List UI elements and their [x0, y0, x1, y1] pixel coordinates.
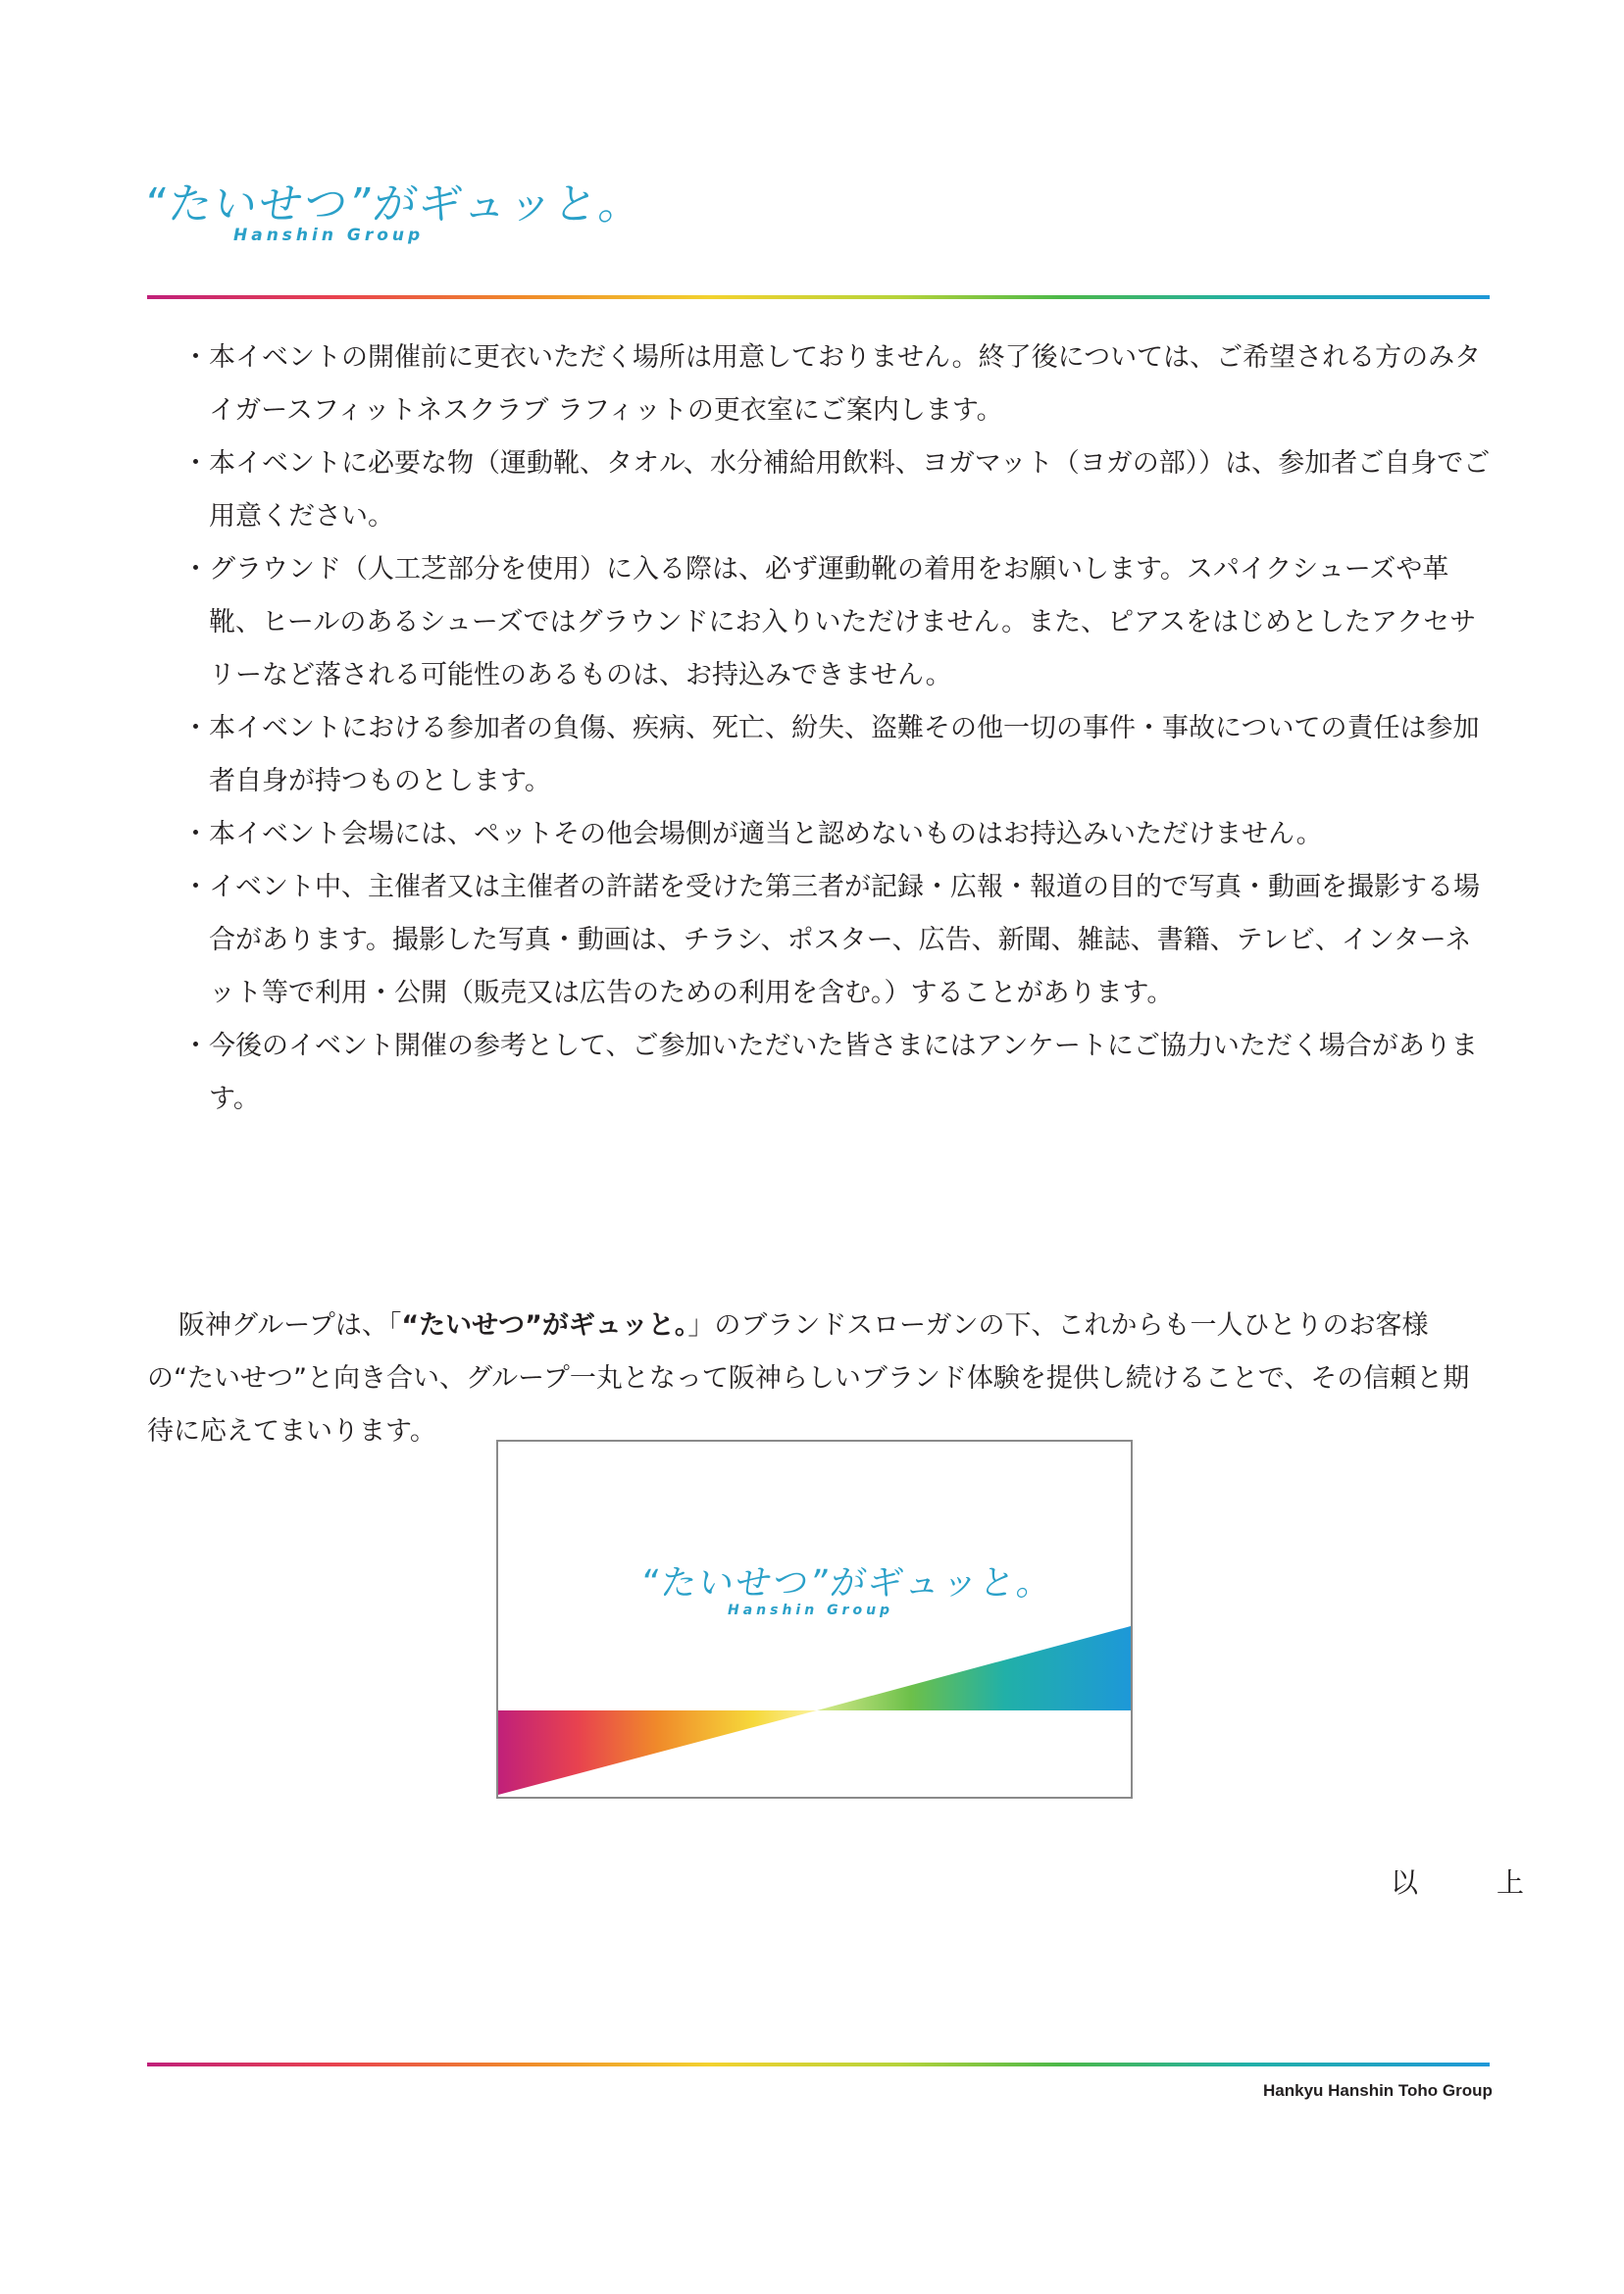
bullet-mark: ・: [182, 342, 209, 373]
card-logo-subtext: Hanshin Group: [728, 1603, 894, 1618]
closing-text-before: 阪神グループは、「: [178, 1310, 402, 1341]
note-item: [182, 1020, 1497, 1126]
hanshin-group-logo: [140, 169, 648, 257]
bullet-mark: ・: [182, 713, 209, 743]
note-item: [182, 437, 1497, 543]
footer-group-name: Hankyu Hanshin Toho Group: [1263, 2081, 1493, 2100]
note-item: [182, 543, 1497, 702]
note-item: [182, 702, 1497, 808]
card-logo-slogan: “たいせつ”がギュッと。: [637, 1563, 1057, 1604]
rainbow-band-graphic: [498, 1442, 1131, 1797]
closing-paragraph: [147, 1300, 1481, 1458]
note-item: [182, 331, 1497, 437]
brand-slogan-card: [496, 1440, 1133, 1799]
rainbow-band-left: [498, 1710, 817, 1795]
bullet-mark: ・: [182, 1031, 209, 1061]
end-mark: 以 上: [1391, 1866, 1550, 1899]
bullet-mark: ・: [182, 872, 209, 902]
logo-slogan: “たいせつ”がギュッと。: [140, 179, 648, 229]
logo-subtext: Hanshin Group: [233, 226, 425, 245]
bullet-mark: ・: [182, 448, 209, 479]
note-text: 今後のイベント開催の参考として、ご参加いただいた皆さまにはアンケートにご協力いただく場合があります。: [209, 1031, 1478, 1114]
header-rainbow-rule: [147, 295, 1490, 299]
note-item: [182, 808, 1497, 861]
note-text: 本イベントの開催前に更衣いただく場所は用意しておりません。終了後については、ご希望される方のみタイガースフィットネスクラブ ラフィットの更衣室にご案内します。: [209, 342, 1482, 426]
closing-slogan: “たいせつ”がギュッと。: [401, 1310, 688, 1341]
note-text: 本イベントに必要な物（運動靴、タオル、水分補給用飲料、ヨガマット（ヨガの部））は、参加者ご自身でご用意ください。: [209, 448, 1491, 532]
note-text: イベント中、主催者又は主催者の許諾を受けた第三者が記録・広報・報道の目的で写真・動画を撮影する場合があります。撮影した写真・動画は、チラシ、ポスター、広告、新聞、雑誌、書籍、テレビ、インターネット等で利用・公開（販売又は広告のための利用を含む。）することがあります。: [209, 872, 1480, 1008]
note-text: 本イベント会場には、ペットその他会場側が適当と認めないものはお持込みいただけません。: [209, 819, 1323, 849]
rainbow-band-right: [817, 1626, 1131, 1710]
note-item: [182, 861, 1497, 1020]
note-text: 本イベントにおける参加者の負傷、疾病、死亡、紛失、盗難その他一切の事件・事故についての責任は参加者自身が持つものとします。: [209, 713, 1480, 796]
footer-rainbow-rule: [147, 2063, 1490, 2066]
bullet-mark: ・: [182, 554, 209, 585]
notes-list: [182, 331, 1497, 1126]
closing-text-after: 」のブランドスローガンの下、これからも一人ひとりのお客様の“たいせつ”と向き合い、グループ一丸となって阪神らしいブランド体験を提供し続けることで、その信頼と期待に応えてまいります。: [147, 1310, 1470, 1447]
note-text: グラウンド（人工芝部分を使用）に入る際は、必ず運動靴の着用をお願いします。スパイクシューズや革靴、ヒールのあるシューズではグラウンドにお入りいただけません。また、ピアスをはじめとしたアクセサリーなど落される可能性のあるものは、お持込みできません。: [209, 554, 1477, 690]
bullet-mark: ・: [182, 819, 209, 849]
